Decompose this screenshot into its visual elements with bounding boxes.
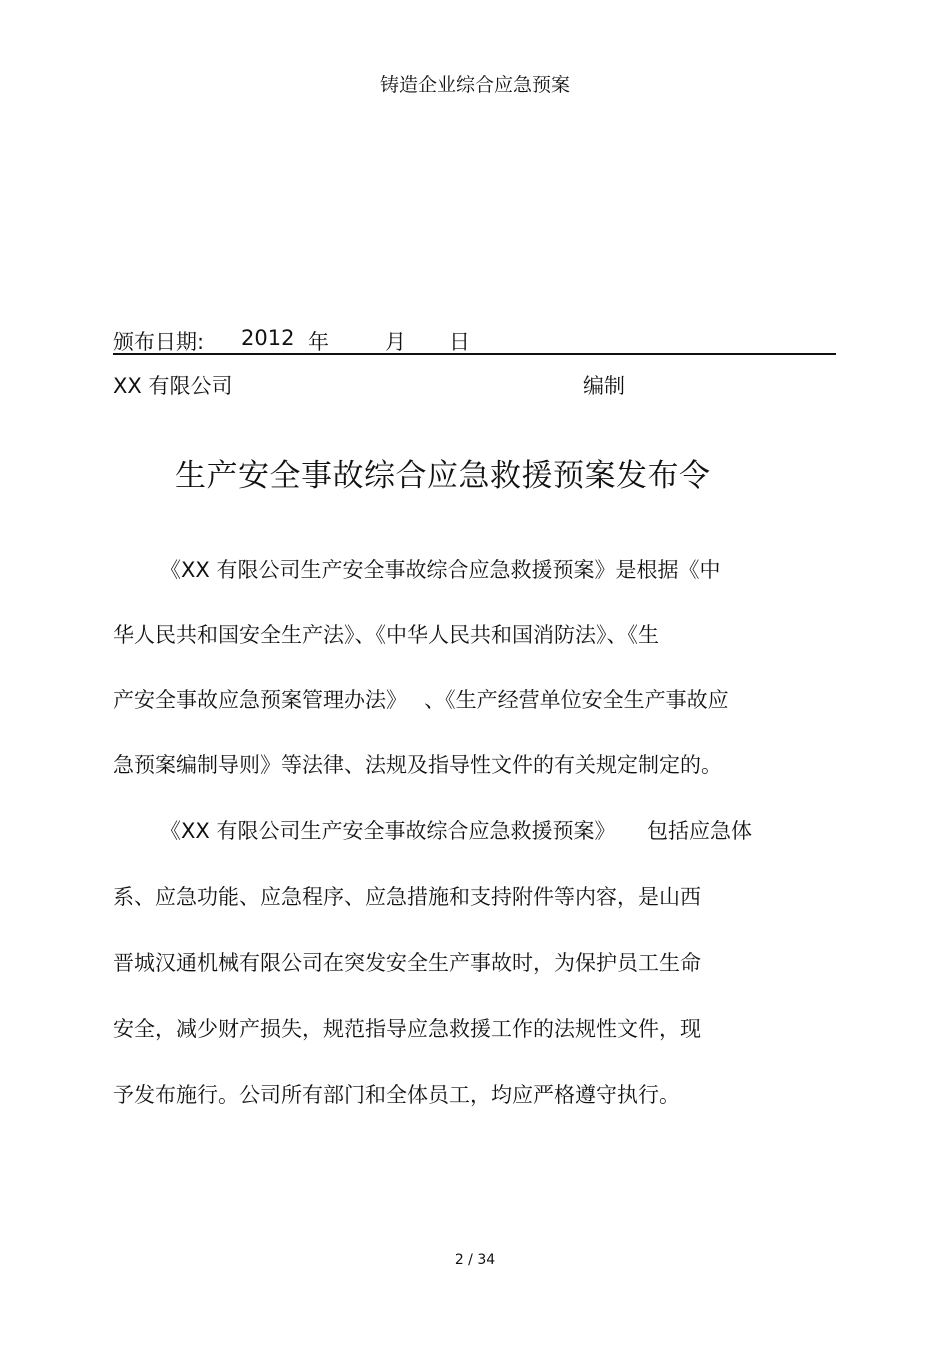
issue-date-line: [113, 326, 836, 355]
page-number: 2 / 34: [454, 1252, 496, 1268]
paragraph-1-line-3: 产安全事故应急预案管理办法》 、《生产经营单位安全生产事故应: [113, 688, 729, 712]
organization-name: XX 有限公司: [113, 374, 233, 398]
paragraph-1-line-1: 《XX 有限公司生产安全事故综合应急救援预案》是根据《中: [160, 558, 721, 582]
paragraph-2-line-5: 予发布施行。公司所有部门和全体员工，均应严格遵守执行。: [113, 1083, 680, 1107]
issue-date-label: 颁布日期:: [113, 330, 205, 354]
compiled-label: 编制: [583, 374, 625, 398]
paragraph-1-line-4: 急预案编制导则》等法律、法规及指导性文件的有关规定制定的。: [113, 753, 722, 777]
issue-month-unit: 月: [385, 330, 406, 354]
document-title: 生产安全事故综合应急救援预案发布令: [175, 458, 711, 494]
running-header: 铸造企业综合应急预案: [379, 74, 570, 96]
issue-year-unit: 年: [308, 330, 329, 354]
paragraph-2-line-2: 系、应急功能、应急程序、应急措施和支持附件等内容，是山西: [113, 885, 701, 909]
paragraph-2-line-3: 晋城汉通机械有限公司在突发安全生产事故时，为保护员工生命: [113, 951, 701, 975]
paragraph-1-line-2: 华人民共和国安全生产法》、《中华人民共和国消防法》、《生: [113, 623, 659, 647]
paragraph-2-line-4: 安全，减少财产损失，规范指导应急救援工作的法规性文件，现: [113, 1017, 701, 1041]
paragraph-2-line-1: 《XX 有限公司生产安全事故综合应急救援预案》 包括应急体: [160, 819, 752, 843]
issue-day-unit: 日: [449, 330, 470, 354]
issue-year: 2012: [241, 326, 295, 350]
